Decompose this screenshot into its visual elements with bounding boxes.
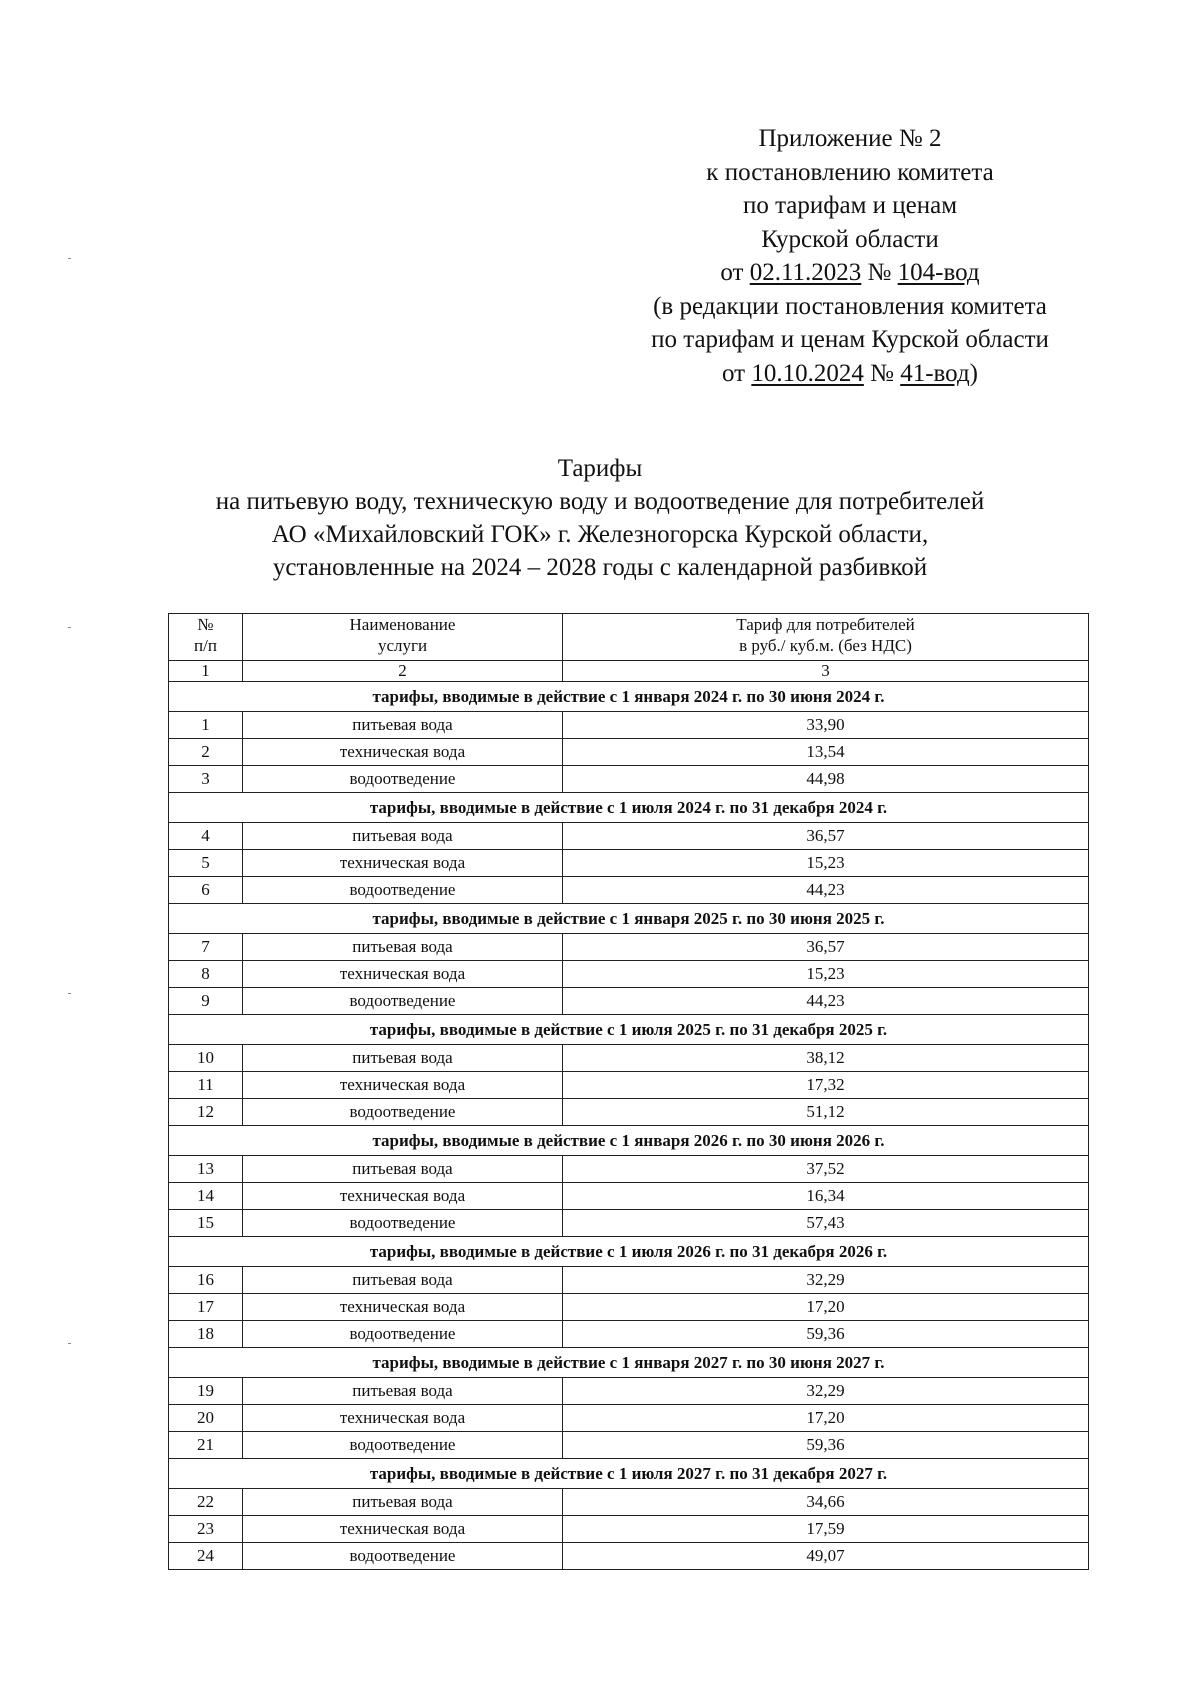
service-name-cell: техническая вода <box>243 850 563 877</box>
header-number <box>169 614 243 661</box>
period-row <box>169 682 1089 712</box>
tariff-table <box>168 613 1089 1570</box>
row-number-cell: 4 <box>169 823 243 850</box>
tariff-value-cell: 44,23 <box>563 988 1089 1015</box>
document-title <box>100 452 1100 584</box>
table-row <box>169 1045 1089 1072</box>
service-name-cell: водоотведение <box>243 1432 563 1459</box>
table-row <box>169 988 1089 1015</box>
table-row <box>169 850 1089 877</box>
header-number-line-1: № <box>197 615 214 634</box>
tariff-value-cell: 38,12 <box>563 1045 1089 1072</box>
table-row <box>169 1294 1089 1321</box>
table-row <box>169 1378 1089 1405</box>
table-row <box>169 961 1089 988</box>
row-number-cell: 9 <box>169 988 243 1015</box>
header-service-line-2: услуги <box>377 636 428 655</box>
appendix-line-6: (в редакции постановления комитета <box>653 292 1047 320</box>
table-row <box>169 1183 1089 1210</box>
row-number-cell: 23 <box>169 1516 243 1543</box>
tariff-value-cell: 37,52 <box>563 1156 1089 1183</box>
row-number-cell: 2 <box>169 739 243 766</box>
revision-close-paren: ) <box>969 359 978 387</box>
appendix-line-8 <box>600 357 1100 391</box>
service-name-cell: техническая вода <box>243 1405 563 1432</box>
appendix-line-2: к постановлению комитета <box>706 158 994 186</box>
appendix-line-3: по тарифам и ценам <box>742 192 958 219</box>
tariff-value-cell: 17,20 <box>563 1294 1089 1321</box>
service-name-cell: техническая вода <box>243 1183 563 1210</box>
tariff-value-cell: 59,36 <box>563 1432 1089 1459</box>
revision-number: 41-вод <box>900 359 970 387</box>
service-name-cell: питьевая вода <box>243 1267 563 1294</box>
revision-number-sign: № <box>863 359 901 387</box>
service-name-cell: водоотведение <box>243 766 563 793</box>
period-row <box>169 1015 1089 1045</box>
service-name-cell: питьевая вода <box>243 823 563 850</box>
period-row <box>169 1237 1089 1267</box>
number-sign: № <box>861 259 898 286</box>
tariff-value-cell: 49,07 <box>563 1543 1089 1570</box>
tariff-value-cell: 16,34 <box>563 1183 1089 1210</box>
scan-mark <box>68 627 71 628</box>
column-number-row <box>169 661 1089 682</box>
table-row <box>169 823 1089 850</box>
period-label: тарифы, вводимые в действие с 1 января 2024 г. по 30 июня 2024 г. <box>169 682 1089 712</box>
service-name-cell: техническая вода <box>243 1516 563 1543</box>
decree-number: 104-вод <box>897 259 980 286</box>
tariff-value-cell: 44,98 <box>563 766 1089 793</box>
period-label: тарифы, вводимые в действие с 1 января 2027 г. по 30 июня 2027 г. <box>169 1348 1089 1378</box>
revision-from-label: от <box>721 359 752 387</box>
period-row <box>169 793 1089 823</box>
service-name-cell: питьевая вода <box>243 1156 563 1183</box>
column-number-1: 1 <box>169 661 243 682</box>
service-name-cell: водоотведение <box>243 877 563 904</box>
scan-mark <box>68 258 71 259</box>
tariff-value-cell: 34,66 <box>563 1489 1089 1516</box>
row-number-cell: 7 <box>169 934 243 961</box>
revision-date: 10.10.2024 <box>751 359 864 387</box>
service-name-cell: водоотведение <box>243 988 563 1015</box>
decree-date: 02.11.2023 <box>749 259 862 286</box>
period-label: тарифы, вводимые в действие с 1 июля 2027 г. по 31 декабря 2027 г. <box>169 1459 1089 1489</box>
table-row <box>169 1099 1089 1126</box>
row-number-cell: 10 <box>169 1045 243 1072</box>
tariff-value-cell: 36,57 <box>563 823 1089 850</box>
row-number-cell: 11 <box>169 1072 243 1099</box>
service-name-cell: питьевая вода <box>243 712 563 739</box>
appendix-line-5 <box>600 256 1100 290</box>
table-row <box>169 1072 1089 1099</box>
tariff-value-cell: 36,57 <box>563 934 1089 961</box>
service-name-cell: питьевая вода <box>243 1045 563 1072</box>
column-number-3: 3 <box>563 661 1089 682</box>
row-number-cell: 3 <box>169 766 243 793</box>
table-header-row <box>169 614 1089 661</box>
table-row <box>169 1405 1089 1432</box>
row-number-cell: 22 <box>169 1489 243 1516</box>
row-number-cell: 18 <box>169 1321 243 1348</box>
table-row <box>169 1432 1089 1459</box>
row-number-cell: 5 <box>169 850 243 877</box>
tariff-value-cell: 17,20 <box>563 1405 1089 1432</box>
table-row <box>169 877 1089 904</box>
header-tariff-line-2: в руб./ куб.м. (без НДС) <box>739 636 912 655</box>
table-row <box>169 1516 1089 1543</box>
service-name-cell: питьевая вода <box>243 1489 563 1516</box>
title-line-3: АО «Михайловский ГОК» г. Железногорска Курской области, <box>271 521 929 548</box>
tariff-body <box>169 682 1089 1570</box>
row-number-cell: 24 <box>169 1543 243 1570</box>
period-label: тарифы, вводимые в действие с 1 января 2025 г. по 30 июня 2025 г. <box>169 904 1089 934</box>
row-number-cell: 21 <box>169 1432 243 1459</box>
period-label: тарифы, вводимые в действие с 1 июля 2024 г. по 31 декабря 2024 г. <box>169 793 1089 823</box>
tariff-value-cell: 15,23 <box>563 961 1089 988</box>
row-number-cell: 13 <box>169 1156 243 1183</box>
header-number-line-2: п/п <box>194 636 217 655</box>
tariff-value-cell: 51,12 <box>563 1099 1089 1126</box>
service-name-cell: питьевая вода <box>243 1378 563 1405</box>
tariff-value-cell: 32,29 <box>563 1378 1089 1405</box>
tariff-value-cell: 13,54 <box>563 739 1089 766</box>
tariff-value-cell: 59,36 <box>563 1321 1089 1348</box>
appendix-line-7: по тарифам и ценам Курской области <box>651 326 1049 353</box>
appendix-header <box>600 122 1100 390</box>
header-tariff <box>563 614 1089 661</box>
table-row <box>169 739 1089 766</box>
service-name-cell: техническая вода <box>243 739 563 766</box>
row-number-cell: 12 <box>169 1099 243 1126</box>
tariff-value-cell: 32,29 <box>563 1267 1089 1294</box>
row-number-cell: 15 <box>169 1210 243 1237</box>
header-tariff-line-1: Тариф для потребителей <box>736 615 915 634</box>
service-name-cell: техническая вода <box>243 961 563 988</box>
row-number-cell: 16 <box>169 1267 243 1294</box>
table-row <box>169 1210 1089 1237</box>
service-name-cell: техническая вода <box>243 1072 563 1099</box>
scan-mark <box>68 993 71 994</box>
row-number-cell: 20 <box>169 1405 243 1432</box>
row-number-cell: 14 <box>169 1183 243 1210</box>
table-row <box>169 766 1089 793</box>
tariff-value-cell: 17,32 <box>563 1072 1089 1099</box>
row-number-cell: 1 <box>169 712 243 739</box>
table-row <box>169 712 1089 739</box>
title-line-2: на питьевую воду, техническую воду и водоотведение для потребителей <box>215 488 985 515</box>
tariff-value-cell: 57,43 <box>563 1210 1089 1237</box>
period-row <box>169 1348 1089 1378</box>
row-number-cell: 6 <box>169 877 243 904</box>
header-service-line-1: Наименование <box>349 615 456 634</box>
title-line-4: установленные на 2024 – 2028 годы с календарной разбивкой <box>272 554 928 581</box>
scan-mark <box>68 1343 71 1344</box>
appendix-line-4: Курской области <box>761 225 939 253</box>
period-label: тарифы, вводимые в действие с 1 июля 2025 г. по 31 декабря 2025 г. <box>169 1015 1089 1045</box>
table-row <box>169 1267 1089 1294</box>
service-name-cell: водоотведение <box>243 1210 563 1237</box>
row-number-cell: 17 <box>169 1294 243 1321</box>
table-row <box>169 1156 1089 1183</box>
table-row <box>169 1321 1089 1348</box>
tariff-value-cell: 15,23 <box>563 850 1089 877</box>
service-name-cell: техническая вода <box>243 1294 563 1321</box>
row-number-cell: 8 <box>169 961 243 988</box>
row-number-cell: 19 <box>169 1378 243 1405</box>
period-label: тарифы, вводимые в действие с 1 июля 2026 г. по 31 декабря 2026 г. <box>169 1237 1089 1267</box>
column-number-2: 2 <box>243 661 563 682</box>
service-name-cell: водоотведение <box>243 1099 563 1126</box>
tariff-value-cell: 17,59 <box>563 1516 1089 1543</box>
appendix-line-1: Приложение № 2 <box>758 125 942 152</box>
table-row <box>169 1543 1089 1570</box>
title-line-1: Тарифы <box>557 455 643 482</box>
period-label: тарифы, вводимые в действие с 1 января 2026 г. по 30 июня 2026 г. <box>169 1126 1089 1156</box>
service-name-cell: питьевая вода <box>243 934 563 961</box>
service-name-cell: водоотведение <box>243 1543 563 1570</box>
period-row <box>169 1126 1089 1156</box>
appendix-from-label: от <box>720 259 750 286</box>
period-row <box>169 904 1089 934</box>
service-name-cell: водоотведение <box>243 1321 563 1348</box>
tariff-value-cell: 33,90 <box>563 712 1089 739</box>
header-service <box>243 614 563 661</box>
table-row <box>169 1489 1089 1516</box>
tariff-value-cell: 44,23 <box>563 877 1089 904</box>
table-row <box>169 934 1089 961</box>
period-row <box>169 1459 1089 1489</box>
